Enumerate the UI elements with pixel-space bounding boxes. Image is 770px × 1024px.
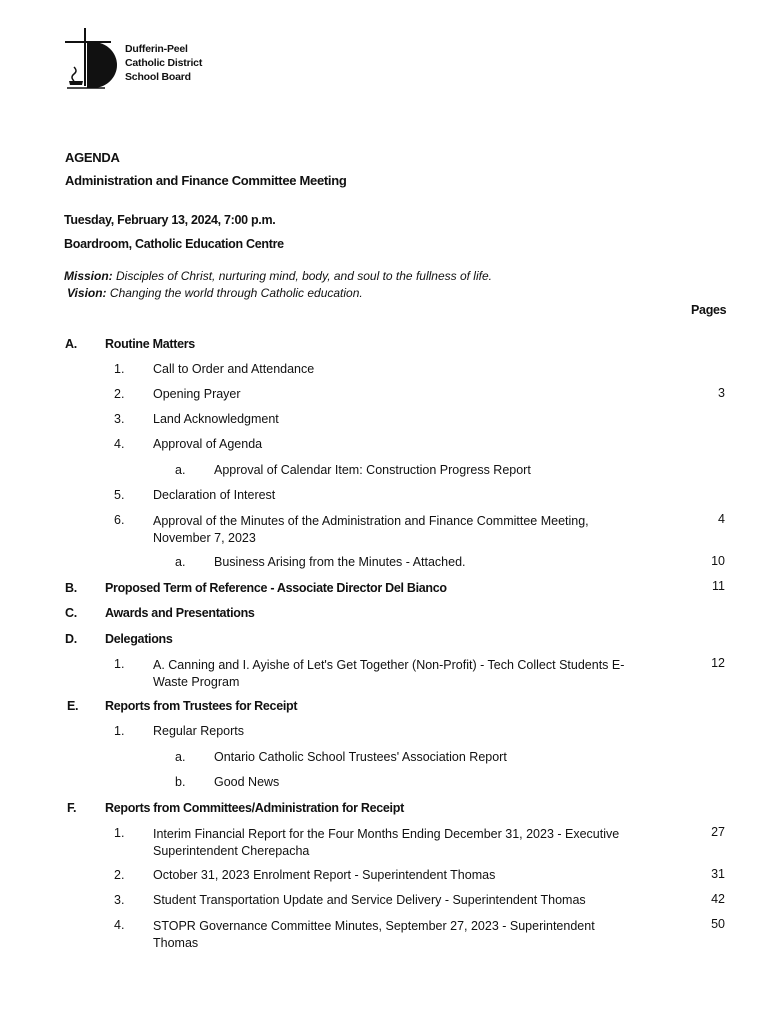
sub-item-letter: a.: [175, 463, 186, 477]
section-letter: E.: [67, 699, 79, 713]
item-number: 1.: [114, 657, 125, 671]
agenda-item: Approval of Agenda: [153, 437, 263, 451]
item-number: 2.: [114, 868, 125, 882]
mission-label: Mission:: [64, 269, 113, 283]
meeting-datetime: Tuesday, February 13, 2024, 7:00 p.m.: [64, 213, 276, 227]
section-letter: B.: [65, 581, 77, 595]
section-letter: C.: [65, 606, 77, 620]
agenda-item: Declaration of Interest: [153, 488, 276, 502]
page-number: 27: [711, 825, 725, 839]
section-title-terms-of-reference: Proposed Term of Reference - Associate Director Del Bianco: [105, 581, 447, 595]
agenda-item: A. Canning and I. Ayishe of Let's Get Together (Non-Profit) - Tech Collect Students E-Waste Program: [153, 658, 625, 689]
board-name-line-2: Catholic District: [125, 57, 203, 69]
agenda-sub-item: Approval of Calendar Item: Construction Progress Report: [214, 463, 531, 477]
sub-item-letter: a.: [175, 750, 186, 764]
page-number: 12: [711, 656, 725, 670]
item-number: 1.: [114, 826, 125, 840]
page-number: 4: [718, 512, 725, 526]
section-letter: D.: [65, 632, 77, 646]
agenda-sub-item: Business Arising from the Minutes - Attached.: [214, 555, 466, 569]
item-number: 2.: [114, 387, 125, 401]
board-logo-mark: [63, 26, 125, 92]
page-number: 10: [711, 554, 725, 568]
section-letter: A.: [65, 337, 77, 351]
item-number: 3.: [114, 893, 125, 907]
vision-text: Changing the world through Catholic education.: [109, 286, 363, 300]
agenda-item: Opening Prayer: [153, 387, 241, 401]
agenda-item: Interim Financial Report for the Four Months Ending December 31, 2023 - Executive Superintendent Cherepacha: [153, 827, 620, 858]
agenda-item: October 31, 2023 Enrolment Report - Superintendent Thomas: [153, 868, 496, 882]
page-number: 42: [711, 892, 725, 906]
pages-column-header: Pages: [691, 303, 727, 317]
item-number: 3.: [114, 412, 125, 426]
page-number: 50: [711, 917, 725, 931]
item-number: 1.: [114, 362, 125, 376]
item-number: 6.: [114, 513, 125, 527]
vision-statement: [67, 286, 363, 300]
page-number: 31: [711, 867, 725, 881]
item-number: 4.: [114, 918, 125, 932]
section-title-delegations: Delegations: [105, 632, 173, 646]
meeting-location: Boardroom, Catholic Education Centre: [64, 237, 284, 251]
section-letter: F.: [67, 801, 77, 815]
agenda-item: Call to Order and Attendance: [153, 362, 315, 376]
sub-item-letter: b.: [175, 775, 186, 789]
section-title-routine-matters: Routine Matters: [105, 337, 195, 351]
page-number: 3: [718, 386, 725, 400]
board-name-line-3: School Board: [125, 71, 191, 83]
agenda-item: Regular Reports: [153, 724, 245, 738]
agenda-item: STOPR Governance Committee Minutes, September 27, 2023 - Superintendent Thomas: [153, 919, 595, 950]
agenda-sub-item: Ontario Catholic School Trustees' Association Report: [214, 750, 507, 764]
item-number: 1.: [114, 724, 125, 738]
page-number: 11: [712, 579, 725, 593]
board-name-line-1: Dufferin-Peel: [125, 43, 188, 55]
vision-label: Vision:: [67, 286, 107, 300]
section-title-committee-reports: Reports from Committees/Administration for Receipt: [105, 801, 404, 815]
agenda-item: Student Transportation Update and Service Delivery - Superintendent Thomas: [153, 893, 586, 907]
section-title-awards: Awards and Presentations: [105, 606, 255, 620]
meeting-title: Administration and Finance Committee Meeting: [65, 173, 347, 188]
agenda-item: Approval of the Minutes of the Administration and Finance Committee Meeting, November 7, 2023: [153, 514, 589, 545]
board-logo: [63, 26, 213, 92]
agenda-sub-item: Good News: [214, 775, 280, 789]
mission-text: Disciples of Christ, nurturing mind, body, and soul to the fullness of life.: [116, 269, 492, 283]
item-number: 5.: [114, 488, 125, 502]
agenda-item: Land Acknowledgment: [153, 412, 279, 426]
agenda-label: AGENDA: [65, 150, 120, 165]
mission-statement: [64, 269, 492, 283]
sub-item-letter: a.: [175, 555, 186, 569]
board-name: [125, 42, 202, 84]
item-number: 4.: [114, 437, 125, 451]
section-title-trustee-reports: Reports from Trustees for Receipt: [105, 699, 298, 713]
